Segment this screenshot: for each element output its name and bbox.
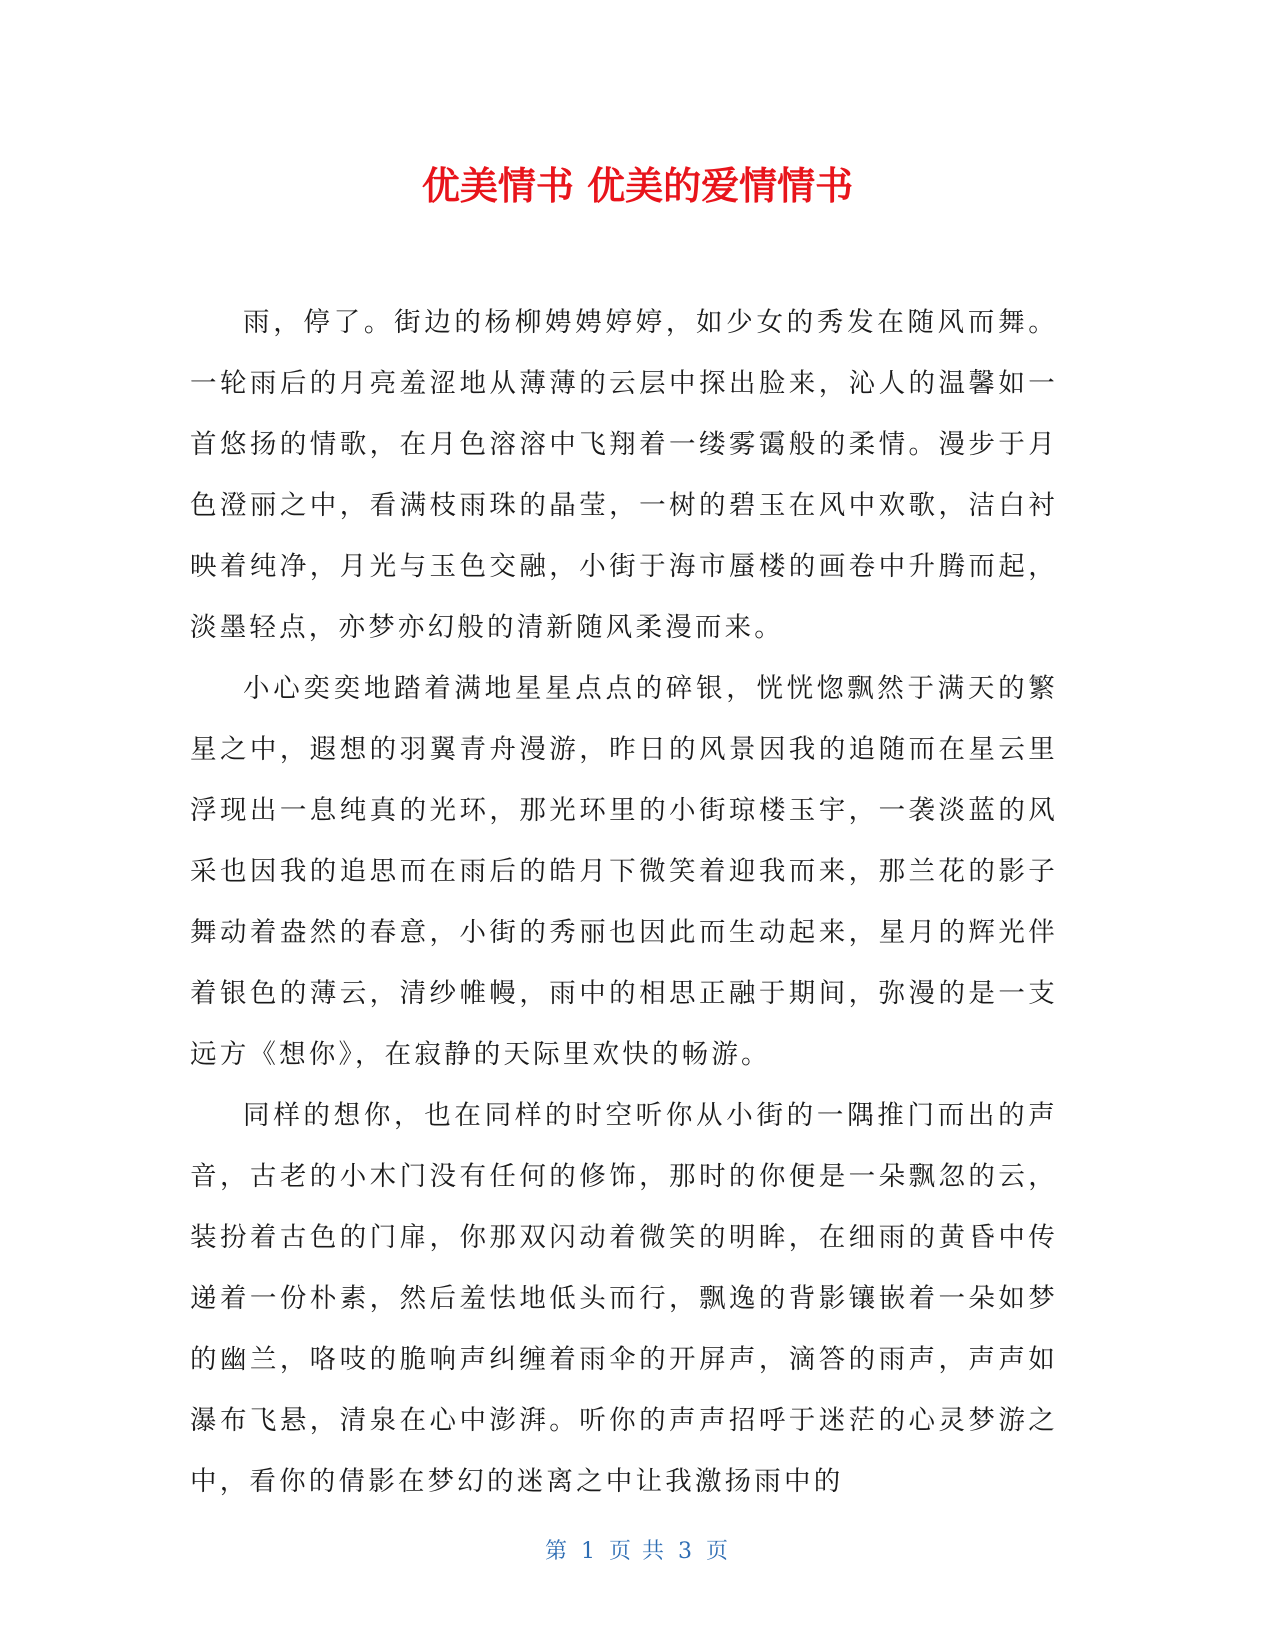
page-footer — [0, 1534, 1275, 1565]
document-body — [190, 292, 1058, 1512]
page-label-mid: 页 共 — [609, 1539, 666, 1564]
paragraph-1: 雨，停了。街边的杨柳娉娉婷婷，如少女的秀发在随风而舞。一轮雨后的月亮羞涩地从薄薄的云层中探出脸来，沁人的温馨如一首悠扬的情歌，在月色溶溶中飞翔着一缕雾霭般的柔情。漫步于月色澄丽之中，看满枝雨珠的晶莹，一树的碧玉在风中欢歌，洁白衬映着纯净，月光与玉色交融，小街于海市蜃楼的画卷中升腾而起，淡墨轻点，亦梦亦幻般的清新随风柔漫而来。 — [190, 307, 1058, 643]
total-pages-number: 3 — [678, 1539, 694, 1564]
page-label-prefix: 第 — [544, 1539, 569, 1564]
paragraph-2: 小心奕奕地踏着满地星星点点的碎银，恍恍惚飘然于满天的繁星之中，遐想的羽翼青舟漫游，昨日的风景因我的追随而在星云里浮现出一息纯真的光环，那光环里的小街琼楼玉宇，一袭淡蓝的风采也因我的追思而在雨后的皓月下微笑着迎我而来，那兰花的影子舞动着盎然的春意，小街的秀丽也因此而生动起来，星月的辉光伴着银色的薄云，清纱帷幔，雨中的相思正融于期间，弥漫的是一支远方《想你》，在寂静的天际里欢快的畅游。 — [190, 673, 1058, 1070]
page-label-suffix: 页 — [706, 1539, 731, 1564]
paragraph-3: 同样的想你，也在同样的时空听你从小街的一隅推门而出的声音，古老的小木门没有任何的修饰，那时的你便是一朵飘忽的云，装扮着古色的门扉，你那双闪动着微笑的明眸，在细雨的黄昏中传递着一份朴素，然后羞怯地低头而行，飘逸的背影镶嵌着一朵如梦的幽兰，咯吱的脆响声纠缠着雨伞的开屏声，滴答的雨声，声声如瀑布飞悬，清泉在心中澎湃。听你的声声招呼于迷茫的心灵梦游之中，看你的倩影在梦幻的迷离之中让我激扬雨中的 — [190, 1100, 1058, 1497]
document-title: 优美情书 优美的爱情情书 — [421, 164, 854, 208]
current-page-number: 1 — [581, 1539, 597, 1564]
